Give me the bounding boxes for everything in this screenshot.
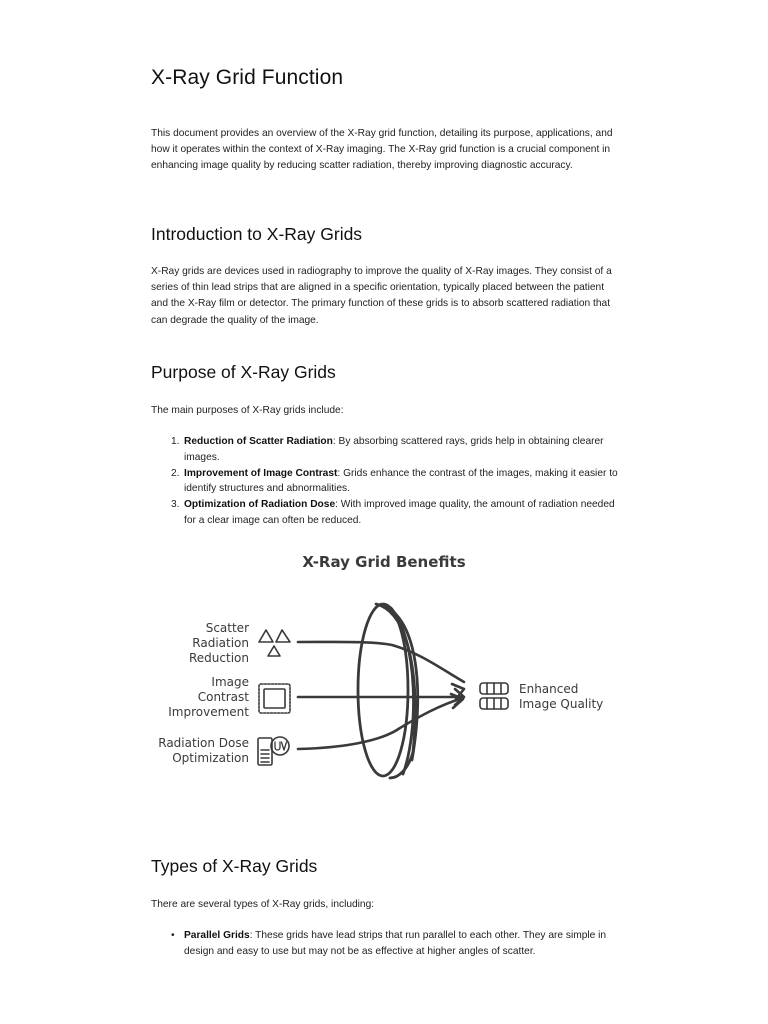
list-item-term: Reduction of Scatter Radiation — [184, 436, 333, 447]
output-label-2: Image Quality — [519, 697, 604, 711]
diagram-title: X-Ray Grid Benefits — [302, 553, 466, 571]
input-label-dose-2: Optimization — [172, 751, 249, 765]
film-strip-icon — [480, 683, 508, 709]
output-label-1: Enhanced — [519, 682, 579, 696]
input-label-scatter-3: Reduction — [189, 651, 249, 665]
uv-document-icon — [258, 737, 289, 765]
section-heading-introduction: Introduction to X-Ray Grids — [151, 224, 363, 244]
arrow-scatter — [298, 642, 464, 682]
list-item-term: Optimization of Radiation Dose — [184, 499, 336, 511]
list-item-term: Parallel Grids — [184, 930, 250, 941]
list-marker: 2. — [171, 467, 180, 479]
page-title: X-Ray Grid Function — [151, 66, 344, 89]
introduction-paragraph: X-Ray grids are devices used in radiography to improve the quality of X-Ray images. They consist of a series of thin lead strips that are aligned in a specific orientation, typically placed between the patient and the X-Ray film or detector. The primary function of these grids is to absorb scattered radiation that can degrade the quality of the image. — [151, 266, 612, 326]
list-item-text: : Grids enhance the contrast of the images, making it easier to identify structures and abnormalities. — [184, 467, 618, 495]
flow-arrows — [298, 642, 464, 749]
types-lead: There are several types of X-Ray grids, including: — [151, 899, 375, 910]
image-frame-icon — [259, 684, 290, 713]
list-marker: • — [171, 930, 175, 941]
arrow-dose — [298, 698, 463, 749]
input-label-contrast-1: Image — [211, 675, 249, 689]
list-item-text: : With improved image quality, the amount of radiation needed for a clear image can often be reduced. — [184, 499, 615, 526]
input-label-contrast-3: Improvement — [168, 705, 249, 719]
intro-paragraph: This document provides an overview of the X-Ray grid function, detailing its purpose, applications, and how it operates within the context of X-Ray imaging. The X-Ray grid function is a crucial component in enhancing image quality by reducing scatter radiation, thereby improving diagnostic accuracy. — [151, 128, 613, 172]
list-item-term: Improvement of Image Contrast — [184, 467, 338, 479]
list-item-text: : These grids have lead strips that run parallel to each other. They are simple in design and easy to use but may not be as effective at higher angles of scatter. — [184, 930, 607, 957]
input-label-scatter-1: Scatter — [205, 621, 249, 635]
list-marker: 3. — [171, 499, 180, 511]
list-item-text: : By absorbing scattered rays, grids help in obtaining clearer images. — [184, 436, 604, 463]
input-label-dose-1: Radiation Dose — [158, 736, 249, 750]
purpose-lead: The main purposes of X-Ray grids include: — [151, 405, 344, 416]
list-marker: 1. — [171, 436, 180, 447]
input-label-scatter-2: Radiation — [192, 636, 249, 650]
input-label-contrast-2: Contrast — [197, 690, 249, 704]
section-heading-purpose: Purpose of X-Ray Grids — [151, 362, 336, 382]
radiation-icon — [259, 630, 290, 656]
section-heading-types: Types of X-Ray Grids — [151, 856, 318, 876]
grid-lens — [358, 604, 418, 778]
